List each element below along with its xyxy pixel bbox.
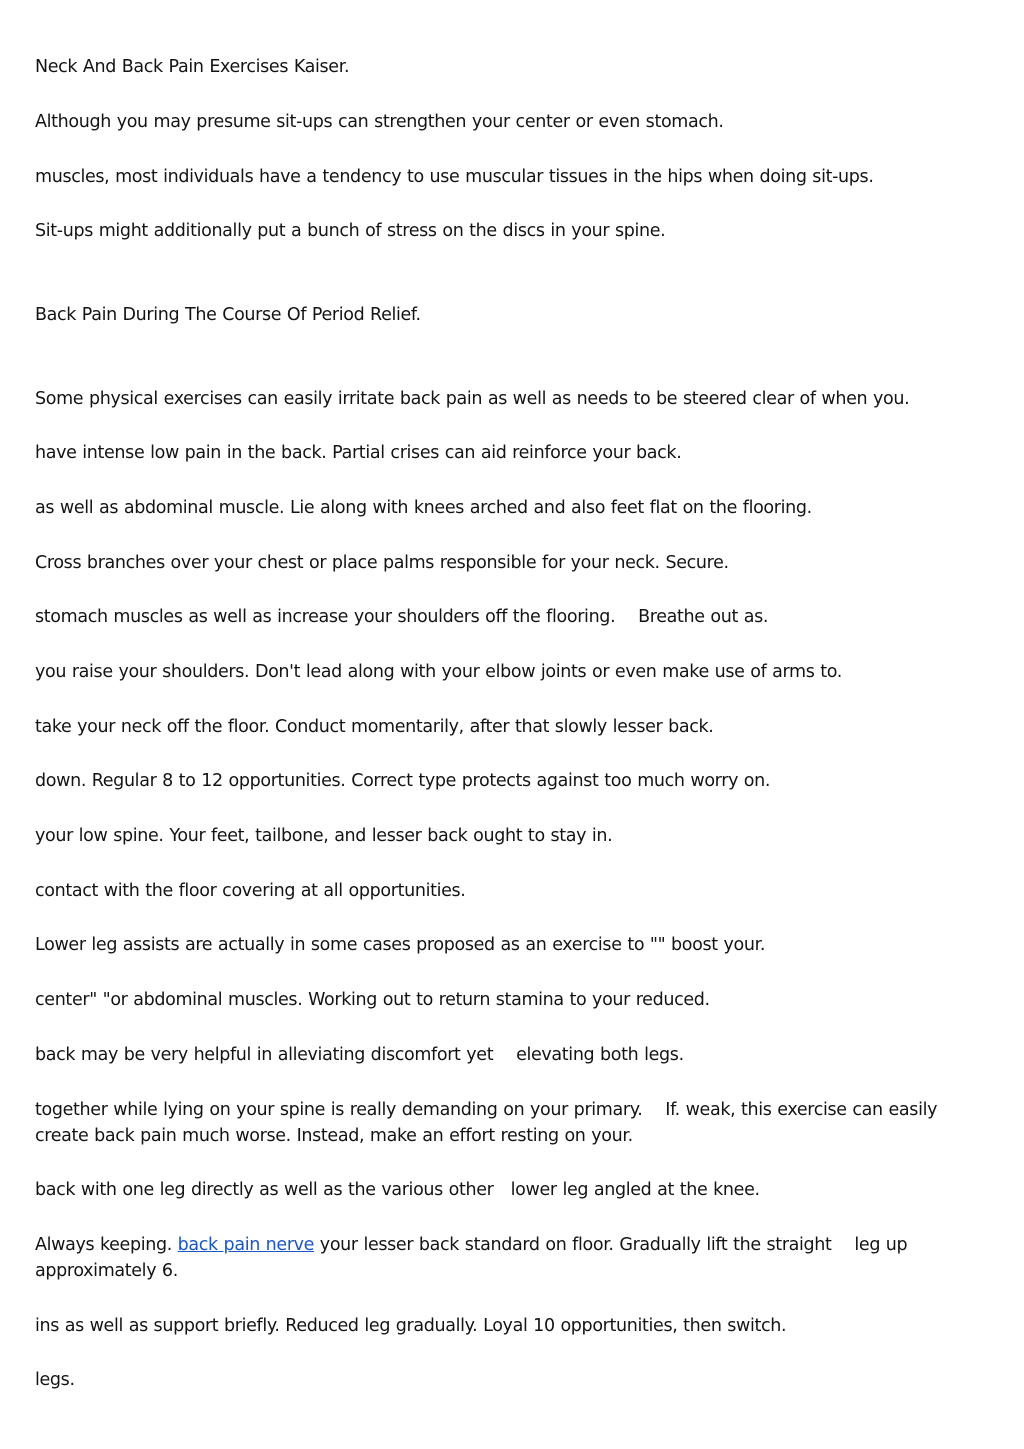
paragraph: you raise your shoulders. Don't lead along with your elbow joints or even make use of arms to.: [35, 662, 842, 682]
paragraph: muscles, most individuals have a tendency to use muscular tissues in the hips when doing sit-ups.: [35, 167, 874, 187]
paragraph: Lower leg assists are actually in some cases proposed as an exercise to "" boost your.: [35, 935, 766, 955]
paragraph: Cross branches over your chest or place palms responsible for your neck. Secure.: [35, 553, 729, 573]
link-paragraph-after: your lesser back standard on floor. Gradually lift the straight leg up approximately 6.: [35, 1235, 914, 1281]
paragraph: center" "or abdominal muscles. Working out to return stamina to your reduced.: [35, 990, 710, 1010]
paragraph: as well as abdominal muscle. Lie along with knees arched and also feet flat on the flooring.: [35, 498, 812, 518]
link-paragraph-before: Always keeping.: [35, 1235, 178, 1255]
paragraph: Sit-ups might additionally put a bunch of stress on the discs in your spine.: [35, 221, 666, 241]
paragraph: contact with the floor covering at all opportunities.: [35, 881, 466, 901]
paragraph: legs.: [35, 1370, 75, 1390]
paragraph: Although you may presume sit-ups can strengthen your center or even stomach.: [35, 112, 724, 132]
paragraph-with-link: [35, 1232, 985, 1284]
back-pain-nerve-link[interactable]: back pain nerve: [177, 1235, 315, 1255]
paragraph-title: Neck And Back Pain Exercises Kaiser.: [35, 57, 350, 77]
paragraph: ins as well as support briefly. Reduced leg gradually. Loyal 10 opportunities, then switch.: [35, 1316, 787, 1336]
paragraph: stomach muscles as well as increase your shoulders off the flooring. Breathe out as.: [35, 607, 769, 627]
paragraph: down. Regular 8 to 12 opportunities. Correct type protects against too much worry on.: [35, 771, 771, 791]
paragraph: your low spine. Your feet, tailbone, and lesser back ought to stay in.: [35, 826, 613, 846]
paragraph: Some physical exercises can easily irritate back pain as well as needs to be steered clear of when you.: [35, 389, 910, 409]
paragraph: have intense low pain in the back. Partial crises can aid reinforce your back.: [35, 443, 682, 463]
paragraph: take your neck off the floor. Conduct momentarily, after that slowly lesser back.: [35, 717, 714, 737]
paragraph: back with one leg directly as well as the various other lower leg angled at the knee.: [35, 1180, 760, 1200]
paragraph-heading: Back Pain During The Course Of Period Relief.: [35, 305, 421, 325]
paragraph: together while lying on your spine is really demanding on your primary. If. weak, this exercise can easily create back pain much worse. Instead, make an effort resting on your.: [35, 1100, 943, 1146]
paragraph: back may be very helpful in alleviating discomfort yet elevating both legs.: [35, 1045, 684, 1065]
